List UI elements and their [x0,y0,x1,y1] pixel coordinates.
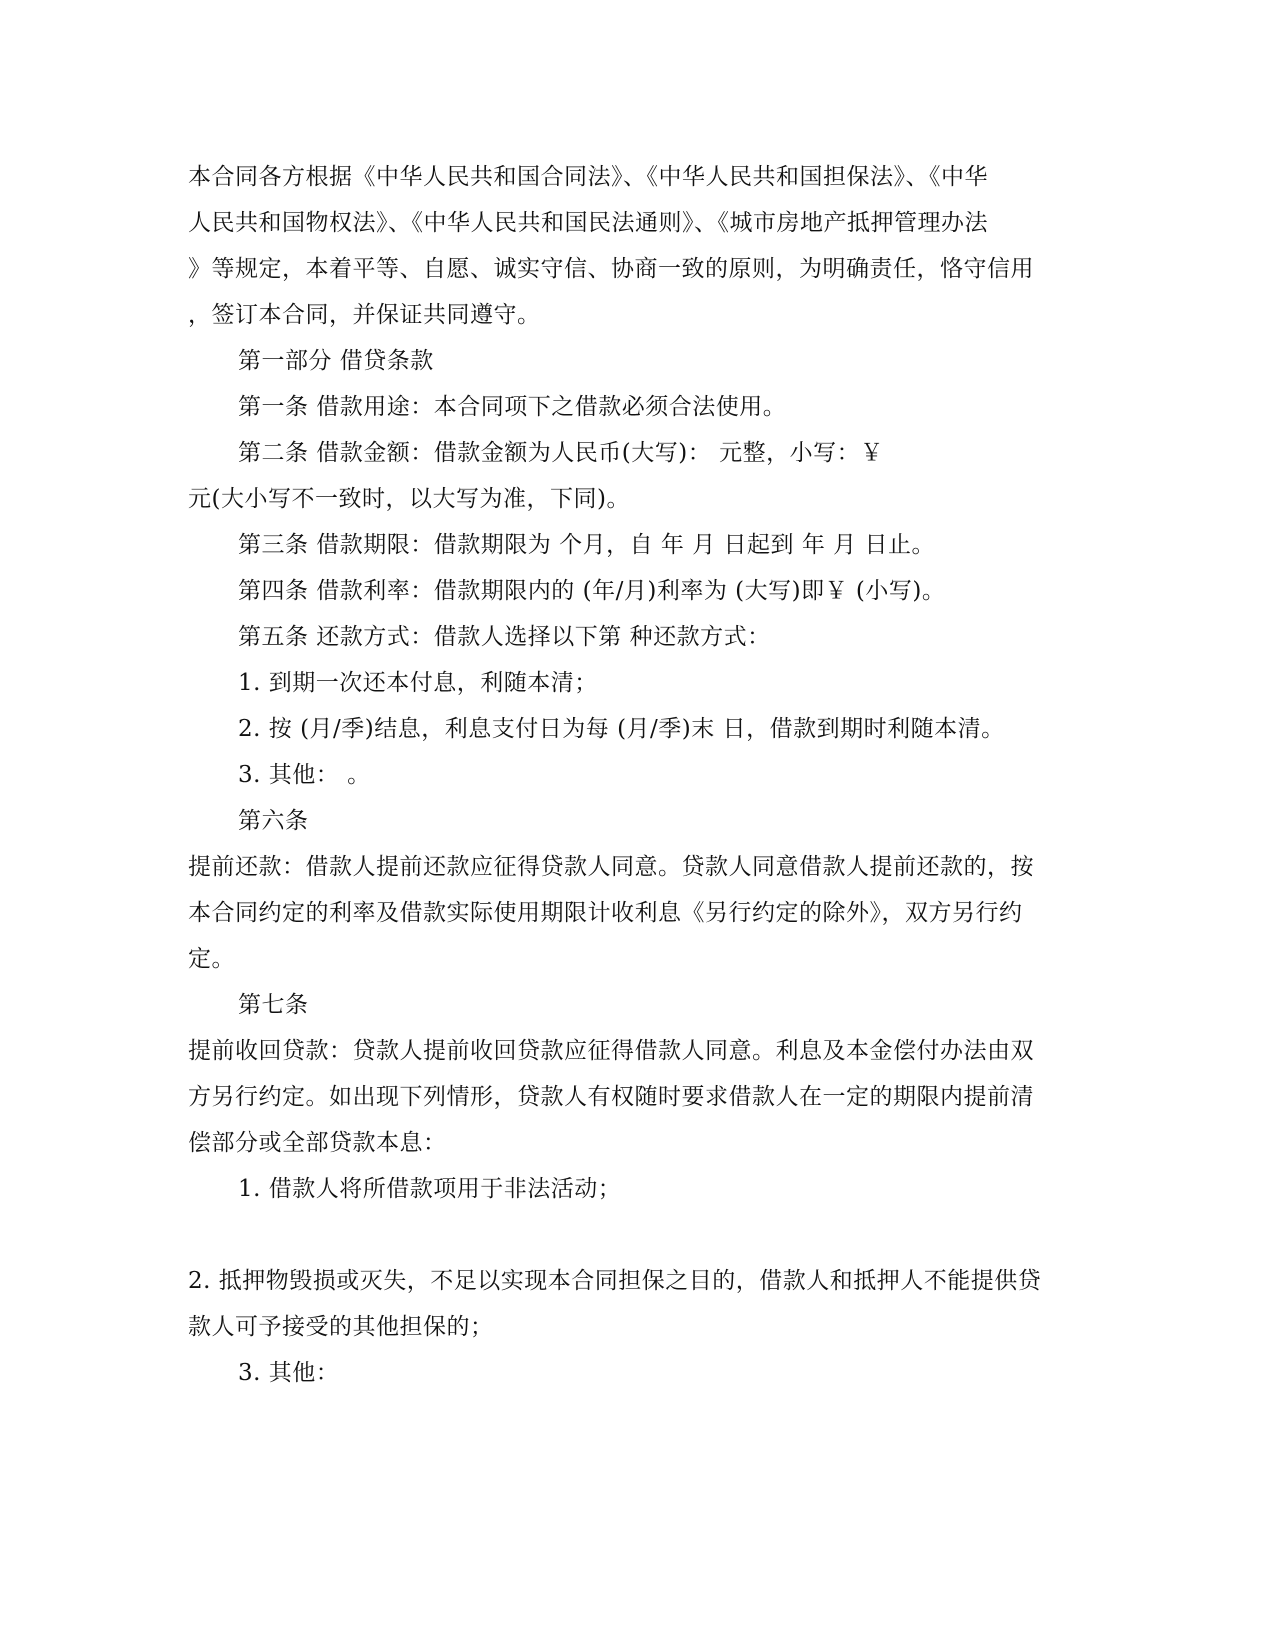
article-7-item-2-line-2: 款人可予接受的其他担保的； [188,1314,494,1340]
article-7-line-1: 提前收回贷款：贷款人提前收回贷款应征得借款人同意。利息及本金偿付办法由双 [188,1038,1034,1064]
preamble-line-2: 人民共和国物权法》、《中华人民共和国民法通则》、《城市房地产抵押管理办法 [188,210,988,236]
article-3: 第三条 借款期限：借款期限为 个月，自 年 月 日起到 年 月 日止。 [238,532,935,558]
preamble-line-1: 本合同各方根据《中华人民共和国合同法》、《中华人民共和国担保法》、《中华 [188,164,988,190]
preamble-line-3: 》等规定，本着平等、自愿、诚实守信、协商一致的原则，为明确责任，恪守信用 [188,256,1034,282]
article-7-item-1: 1. 借款人将所借款项用于非法活动； [238,1176,622,1202]
article-1: 第一条 借款用途：本合同项下之借款必须合法使用。 [238,394,787,420]
article-5-option-1: 1. 到期一次还本付息，利随本清； [238,670,598,696]
article-5-option-2: 2. 按 (月/季)结息，利息支付日为每 (月/季)末 日，借款到期时利随本清。 [238,716,1005,742]
article-7-item-3: 3. 其他： [238,1360,340,1386]
article-2-continued: 元(大小写不一致时，以大写为准，下同)。 [188,486,630,512]
article-7-line-2: 方另行约定。如出现下列情形，贷款人有权随时要求借款人在一定的期限内提前清 [188,1084,1034,1110]
preamble-line-4: ，签订本合同，并保证共同遵守。 [188,302,541,328]
article-5: 第五条 还款方式：借款人选择以下第 种还款方式： [238,624,771,650]
article-7-heading: 第七条 [238,992,309,1018]
part-one-heading: 第一部分 借贷条款 [238,348,434,374]
article-7-item-2-line-1: 2. 抵押物毁损或灭失，不足以实现本合同担保之目的，借款人和抵押人不能提供贷 [188,1268,1042,1294]
article-2: 第二条 借款金额：借款金额为人民币(大写)： 元整，小写：￥ [238,440,884,466]
article-5-option-3: 3. 其他： 。 [238,762,371,788]
article-6-heading: 第六条 [238,808,309,834]
article-6-line-2: 本合同约定的利率及借款实际使用期限计收利息《另行约定的除外》，双方另行约 [188,900,1023,926]
article-7-line-3: 偿部分或全部贷款本息： [188,1130,447,1156]
article-6-line-1: 提前还款：借款人提前还款应征得贷款人同意。贷款人同意借款人提前还款的，按 [188,854,1034,880]
article-4: 第四条 借款利率：借款期限内的 (年/月)利率为 (大写)即￥ (小写)。 [238,578,946,604]
article-6-line-3: 定。 [188,946,235,972]
